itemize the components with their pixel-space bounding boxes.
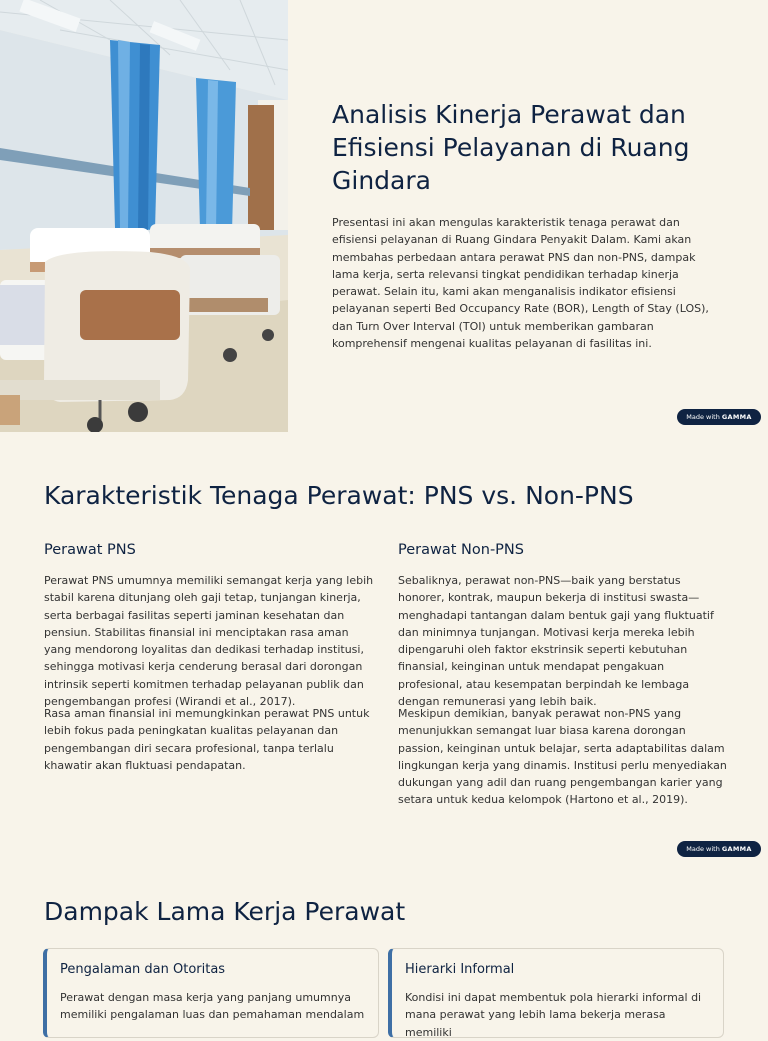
pns-paragraph-1: Perawat PNS umumnya memiliki semangat kerja yang lebih stabil karena ditunjang oleh gaji tetap, tunjangan kinerja, serta berbagai fasilitas seperti jaminan kesehatan dan pensiun. Stabilitas finansial ini menciptakan rasa aman yang mendorong loyalitas dan dedikasi terhadap institusi, sehingga motivasi kerja cenderung berasal dari dorongan intrinsik seperti komitmen terhadap pelayanan publik dan pengembangan profesi (Wirandi et al., 2017). — [44, 574, 374, 709]
badge-prefix: Made with — [686, 845, 722, 853]
badge-prefix: Made with — [686, 413, 722, 421]
card-title: Pengalaman dan Otoritas — [60, 962, 226, 977]
card-informal-hierarchy — [388, 948, 724, 1038]
intro-paragraph: Presentasi ini akan mengulas karakteristik tenaga perawat dan efisiensi pelayanan di Ruang Gindara Penyakit Dalam. Kami akan membahas perbedaan antara perawat PNS dan non-PNS, dampak lama kerja, serta relevansi tingkat pendidikan terhadap kinerja perawat. Selain itu, kami akan menganalisis indikator efisiensi pelayanan seperti Bed Occupancy Rate (BOR), Length of Stay (LOS), dan Turn Over Interval (TOI) untuk memberikan gambaran komprehensif mengenai kualitas pelayanan di fasilitas ini. — [332, 216, 709, 351]
pns-heading: Perawat PNS — [44, 542, 136, 558]
made-with-gamma-badge[interactable] — [677, 409, 761, 425]
card-title: Hierarki Informal — [405, 962, 515, 977]
section-title-characteristics: Karakteristik Tenaga Perawat: PNS vs. Non-PNS — [44, 481, 634, 510]
gamma-logo-text: GAMMA — [721, 845, 752, 853]
section-title-work-duration: Dampak Lama Kerja Perawat — [44, 897, 406, 926]
nonpns-paragraph-2: Meskipun demikian, banyak perawat non-PNS yang menunjukkan semangat luar biasa karena dorongan passion, keinginan untuk belajar, serta adaptabilitas dalam lingkungan kerja yang dinamis. Institusi perlu menyediakan dukungan yang adil dan ruang pengembangan karier yang setara untuk kedua kelompok (Hartono et al., 2019). — [398, 707, 727, 807]
nonpns-heading: Perawat Non-PNS — [398, 542, 524, 558]
card-text: Kondisi ini dapat membentuk pola hierarki informal di mana perawat yang lebih lama bekerja merasa memiliki — [405, 991, 702, 1039]
pns-paragraph-2: Rasa aman finansial ini memungkinkan perawat PNS untuk lebih fokus pada peningkatan kualitas pelayanan dan pengembangan diri secara profesional, tanpa terlalu khawatir akan fluktuasi pendapatan. — [44, 707, 370, 772]
card-experience-authority — [43, 948, 379, 1038]
slide-title — [0, 0, 768, 432]
made-with-gamma-badge[interactable] — [677, 841, 761, 857]
nonpns-paragraph-1: Sebaliknya, perawat non-PNS—baik yang berstatus honorer, kontrak, maupun bekerja di institusi swasta—menghadapi tantangan dalam bentuk gaji yang fluktuatif dan minimnya tunjangan. Motivasi kerja mereka lebih dipengaruhi oleh faktor ekstrinsik seperti kebutuhan finansial, keinginan untuk mendapat pengakuan profesional, atau kesempatan berpindah ke lembaga dengan remunerasi yang lebih baik. — [398, 574, 714, 709]
hospital-ward-image — [0, 0, 288, 432]
gamma-logo-text: GAMMA — [721, 413, 752, 421]
page-title: Analisis Kinerja Perawat dan Efisiensi Pelayanan di Ruang Gindara — [332, 100, 690, 195]
card-text: Perawat dengan masa kerja yang panjang umumnya memiliki pengalaman luas dan pemahaman mendalam — [60, 991, 365, 1022]
